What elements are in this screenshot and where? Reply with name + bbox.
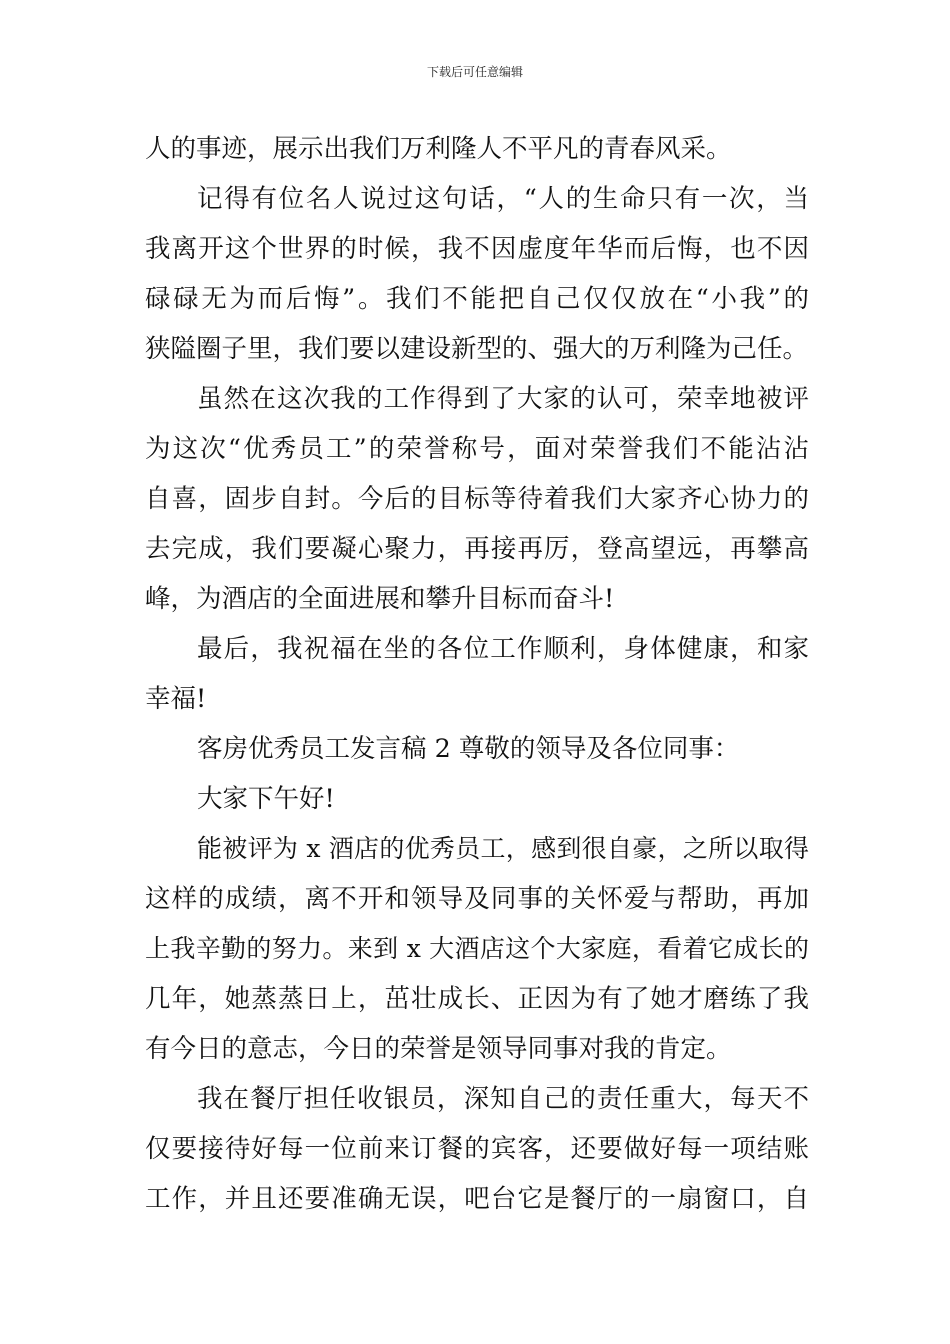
text-line: 我在餐厅担任收银员，深知自己的责任重大，每天不 — [197, 1084, 809, 1114]
text-line: 记得有位名人说过这句话，“人的生命只有一次，当 — [197, 184, 809, 214]
text-line: 我离开这个世界的时候，我不因虚度年华而后悔，也不因 — [145, 234, 809, 264]
text-line: 客房优秀员工发言稿 2 尊敬的领导及各位同事： — [197, 734, 740, 764]
text-line: 大家下午好! — [197, 784, 335, 814]
text-line: 这样的成绩，离不开和领导及同事的关怀爱与帮助，再加 — [145, 884, 809, 914]
text-line: 仅要接待好每一位前来订餐的宾客，还要做好每一项结账 — [145, 1134, 809, 1164]
text-line: 碌碌无为而后悔”。我们不能把自己仅仅放在“小我”的 — [145, 284, 809, 314]
text-line: 最后，我祝福在坐的各位工作顺利，身体健康，和家 — [197, 634, 809, 664]
text-line: 为这次“优秀员工”的荣誉称号，面对荣誉我们不能沾沾 — [145, 434, 809, 464]
text-line: 几年，她蒸蒸日上，茁壮成长、正因为有了她才磨练了我 — [145, 984, 809, 1014]
text-line: 人的事迹，展示出我们万利隆人不平凡的青春风采。 — [145, 134, 732, 164]
text-line: 去完成，我们要凝心聚力，再接再厉，登高望远，再攀高 — [145, 534, 809, 564]
text-line: 幸福! — [145, 684, 207, 714]
body-text — [145, 124, 809, 1224]
text-line: 工作，并且还要准确无误，吧台它是餐厅的一扇窗口，自 — [145, 1184, 809, 1214]
text-line: 能被评为 x 酒店的优秀员工，感到很自豪，之所以取得 — [197, 834, 809, 863]
text-line: 自喜，固步自封。今后的目标等待着我们大家齐心协力的 — [145, 484, 809, 514]
text-line: 峰，为酒店的全面进展和攀升目标而奋斗! — [145, 584, 615, 614]
text-line: 虽然在这次我的工作得到了大家的认可，荣幸地被评 — [197, 384, 809, 414]
text-line: 狭隘圈子里，我们要以建设新型的、强大的万利隆为己任。 — [145, 334, 809, 364]
text-line: 上我辛勤的努力。来到 x 大酒店这个大家庭，看着它成长的 — [145, 934, 809, 963]
text-line: 有今日的意志，今日的荣誉是领导同事对我的肯定。 — [145, 1034, 732, 1064]
page-header: 下载后可任意编辑 — [426, 65, 523, 79]
